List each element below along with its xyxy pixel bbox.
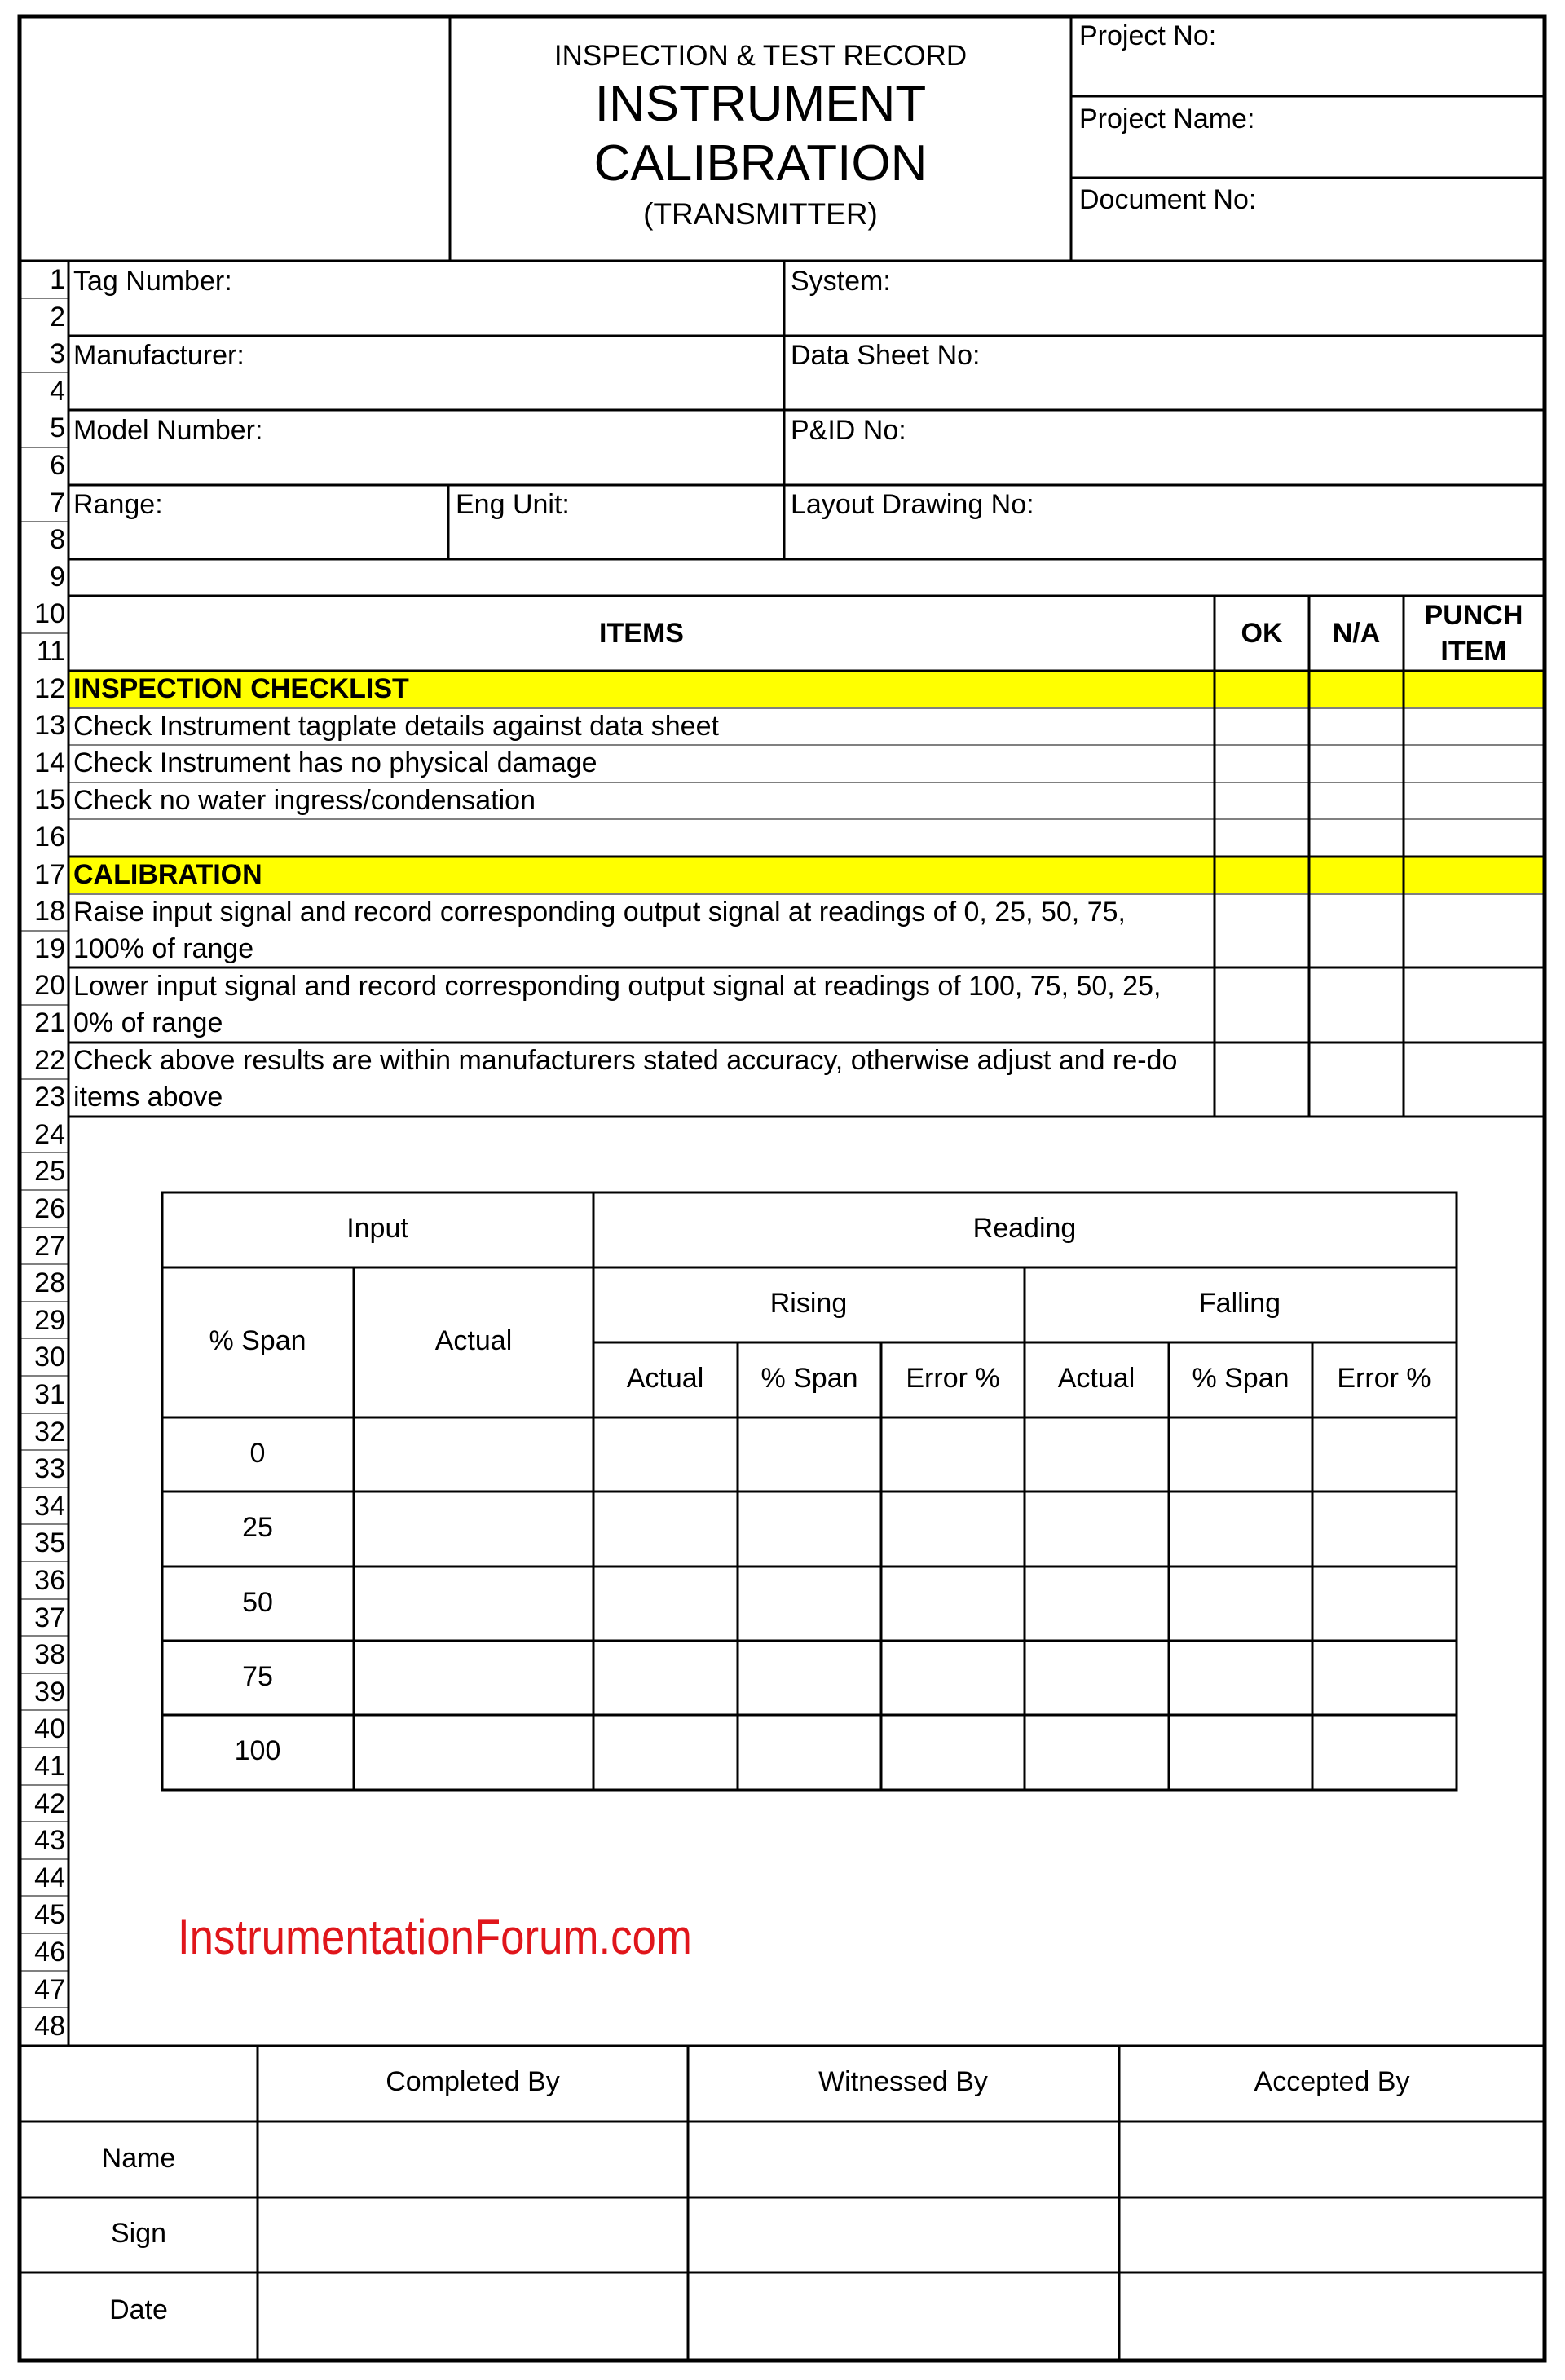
row-number: 44 <box>34 1862 65 1893</box>
row-number: 24 <box>34 1118 65 1150</box>
calibration-item-line: Lower input signal and record corresponding output signal at readings of 100, 75, 50, 25, <box>73 971 1162 1002</box>
form-subtitle: (TRANSMITTER) <box>643 197 878 231</box>
falling-actual-header: Actual <box>1057 1363 1135 1394</box>
inspection-item: Check no water ingress/condensation <box>73 785 536 816</box>
row-number: 20 <box>34 970 65 1002</box>
witnessed-by-header: Witnessed By <box>818 2066 988 2097</box>
row-number: 38 <box>34 1639 65 1671</box>
row-number: 19 <box>34 932 65 964</box>
row-number: 40 <box>34 1713 65 1745</box>
signoff-row-label-name: Name <box>101 2143 176 2174</box>
data-sheet-no-field[interactable]: Data Sheet No: <box>791 340 981 371</box>
falling-error-header: Error % <box>1337 1363 1431 1394</box>
record-type-label: INSPECTION & TEST RECORD <box>553 40 968 72</box>
row-number: 45 <box>34 1899 65 1931</box>
range-field[interactable]: Range: <box>73 489 163 520</box>
project-name-field[interactable]: Project Name: <box>1079 104 1255 134</box>
calibration-item-line: Check above results are within manufacturers stated accuracy, otherwise adjust and re-do <box>73 1045 1178 1076</box>
row-number: 46 <box>34 1937 65 1968</box>
row-number: 33 <box>34 1453 65 1485</box>
calibration-section-title: CALIBRATION <box>73 859 262 890</box>
inspection-section-title: INSPECTION CHECKLIST <box>73 673 409 704</box>
row-number: 37 <box>34 1602 65 1633</box>
row-number: 42 <box>34 1787 65 1819</box>
row-number: 22 <box>34 1044 65 1076</box>
rising-header: Rising <box>769 1288 848 1319</box>
row-number: 31 <box>34 1379 65 1410</box>
row-number: 28 <box>34 1267 65 1299</box>
span-point-cell: 0 <box>249 1438 266 1469</box>
manufacturer-field[interactable]: Manufacturer: <box>73 340 245 371</box>
row-number: 35 <box>34 1527 65 1559</box>
model-number-field[interactable]: Model Number: <box>73 415 263 446</box>
row-number: 21 <box>34 1007 65 1038</box>
calibration-item-line: 0% of range <box>73 1007 223 1038</box>
signoff-row-label-sign: Sign <box>110 2218 167 2249</box>
punch-column-header-line2: ITEM <box>1440 636 1507 667</box>
rising-error-header: Error % <box>906 1363 1000 1394</box>
row-number: 3 <box>50 338 65 370</box>
row-number: 23 <box>34 1082 65 1113</box>
inspection-item: Check Instrument tagplate details against data sheet <box>73 711 719 742</box>
row-number: 8 <box>50 524 65 556</box>
row-number: 9 <box>50 561 65 593</box>
row-number: 13 <box>34 710 65 742</box>
falling-span-header: % Span <box>1192 1363 1289 1394</box>
row-number: 18 <box>34 896 65 928</box>
row-number: 26 <box>34 1193 65 1224</box>
row-number: 11 <box>36 636 65 667</box>
row-number: 34 <box>34 1490 65 1522</box>
form-title-line2: CALIBRATION <box>593 135 928 192</box>
calibration-item-line: Raise input signal and record corresponding output signal at readings of 0, 25, 50, 75, <box>73 897 1126 928</box>
pid-no-field[interactable]: P&ID No: <box>791 415 906 446</box>
row-number: 7 <box>50 487 65 518</box>
input-actual-header: Actual <box>434 1325 513 1356</box>
tag-number-field[interactable]: Tag Number: <box>73 266 232 297</box>
signoff-row-label-date: Date <box>109 2294 168 2325</box>
calibration-item-line: 100% of range <box>73 933 254 964</box>
input-header: Input <box>346 1213 408 1244</box>
span-point-cell: 50 <box>242 1587 273 1618</box>
span-point-cell: 25 <box>242 1512 273 1543</box>
row-number: 27 <box>34 1230 65 1262</box>
rising-span-header: % Span <box>760 1363 858 1394</box>
row-number: 5 <box>50 412 65 444</box>
layout-drawing-no-field[interactable]: Layout Drawing No: <box>791 489 1034 520</box>
calibration-item-line: items above <box>73 1082 223 1113</box>
items-column-header: ITEMS <box>599 618 684 649</box>
input-span-header: % Span <box>209 1325 306 1356</box>
span-point-cell: 100 <box>234 1735 281 1766</box>
row-number: 36 <box>34 1565 65 1596</box>
reading-header: Reading <box>972 1213 1077 1244</box>
na-column-header: N/A <box>1332 618 1381 649</box>
row-number: 15 <box>34 784 65 816</box>
rising-actual-header: Actual <box>626 1363 704 1394</box>
eng-unit-field[interactable]: Eng Unit: <box>456 489 570 520</box>
row-number: 1 <box>50 264 65 295</box>
row-number: 25 <box>34 1156 65 1188</box>
row-number: 2 <box>50 301 65 333</box>
punch-column-header-line1: PUNCH <box>1424 600 1523 631</box>
row-number: 29 <box>34 1304 65 1336</box>
inspection-item: Check Instrument has no physical damage <box>73 747 597 778</box>
row-number: 32 <box>34 1416 65 1448</box>
row-number: 17 <box>34 858 65 890</box>
row-number: 41 <box>34 1751 65 1782</box>
row-number: 14 <box>34 747 65 778</box>
row-number: 43 <box>34 1825 65 1857</box>
project-no-field[interactable]: Project No: <box>1079 20 1217 51</box>
document-no-field[interactable]: Document No: <box>1079 184 1257 215</box>
row-number: 30 <box>34 1342 65 1373</box>
falling-header: Falling <box>1198 1288 1281 1319</box>
row-number: 39 <box>34 1676 65 1708</box>
row-number: 12 <box>34 672 65 704</box>
row-number: 4 <box>50 375 65 407</box>
row-number: 48 <box>34 2011 65 2043</box>
row-number: 10 <box>34 598 65 630</box>
ok-column-header: OK <box>1241 618 1283 649</box>
row-number: 6 <box>50 450 65 481</box>
row-number: 16 <box>34 822 65 853</box>
accepted-by-header: Accepted By <box>1254 2066 1410 2097</box>
row-number: 47 <box>34 1973 65 2005</box>
watermark-text: InstrumentationForum.com <box>178 1910 692 1964</box>
form-title-line1: INSTRUMENT <box>594 76 927 132</box>
system-field[interactable]: System: <box>791 266 891 297</box>
completed-by-header: Completed By <box>386 2066 560 2097</box>
span-point-cell: 75 <box>242 1661 273 1692</box>
